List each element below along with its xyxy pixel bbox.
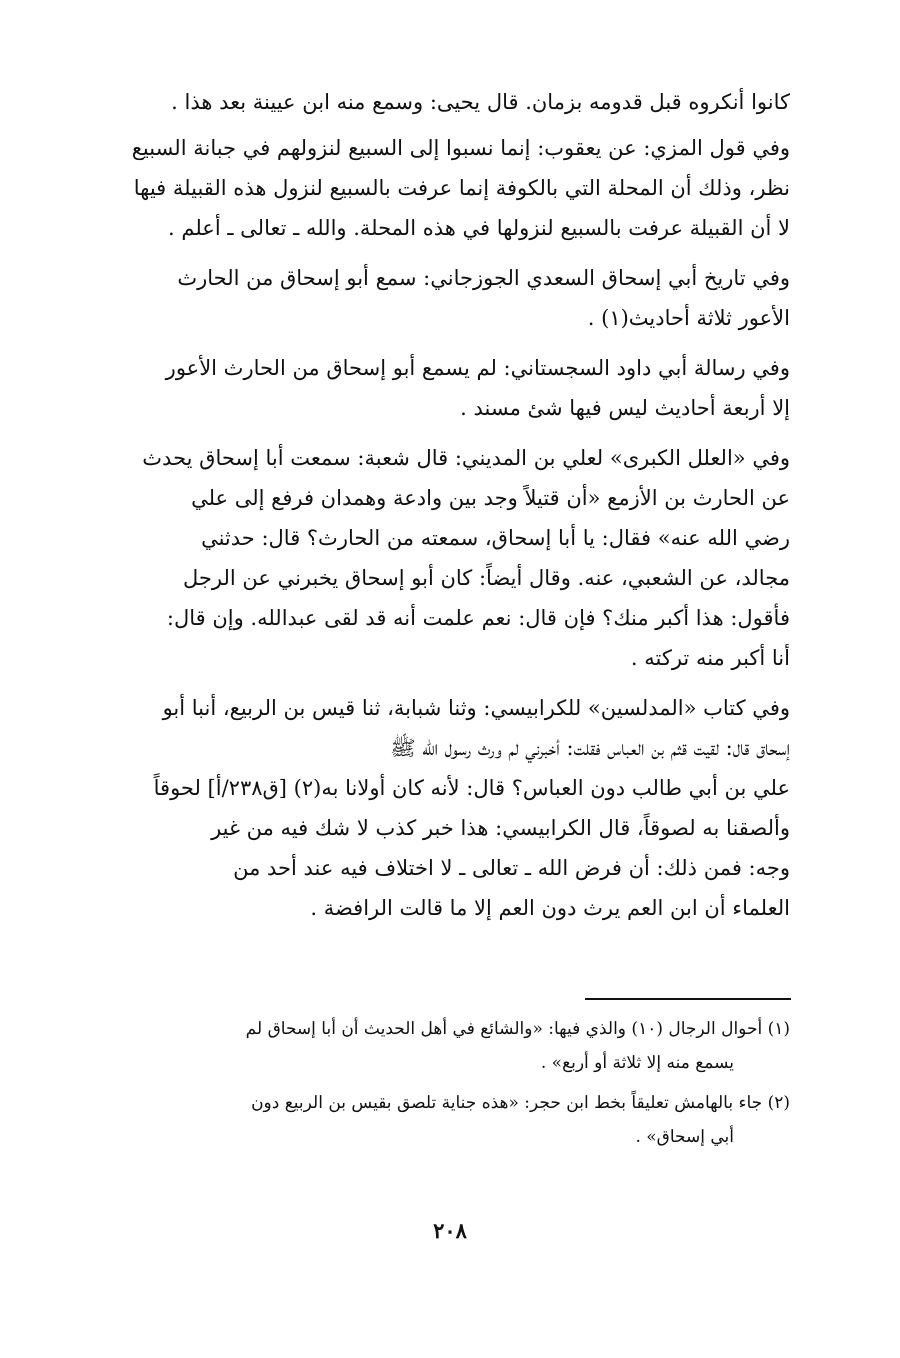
text-line: علي بن أبي طالب دون العباس؟ قال: لأنه كان أولانا به(٢) [ق٢٣٨/أ] لحوقاً [153, 776, 790, 800]
footnotes [90, 1012, 790, 1160]
footnote-2 [90, 1086, 790, 1154]
text-line: إلا أربعة أحاديث ليس فيها شئ مسند . [460, 396, 790, 420]
text-line: نظر، وذلك أن المحلة التي بالكوفة إنما عرفت بالسبيع لنزول هذه القبيلة فيها [133, 176, 790, 200]
footnote-line: يسمع منه إلا ثلاثة أو أربع» . [540, 1053, 734, 1073]
text-line: وفي «العلل الكبرى» لعلي بن المديني: قال شعبة: سمعت أبا إسحاق يحدث [142, 446, 790, 470]
text-line: وفي قول المزي: عن يعقوب: إنما نسبوا إلى السبيع لنزولهم في جبانة السبيع [131, 136, 790, 160]
paragraph-2 [90, 128, 790, 248]
paragraph-1 [90, 82, 790, 122]
text-line: فأقول: هذا أكبر منك؟ فإن قال: نعم علمت أنه قد لقى عبدالله. وإن قال: [166, 606, 790, 630]
footnote-line: (١) أحوال الرجال (١٠) والذي فيها: «والشائع في أهل الحديث أن أبا إسحاق لم [245, 1019, 790, 1039]
paragraph-4 [90, 348, 790, 428]
text-line: العلماء أن ابن العم يرث دون العم إلا ما قالت الرافضة . [310, 896, 790, 920]
text-line: وفي تاريخ أبي إسحاق السعدي الجوزجاني: سمع أبو إسحاق من الحارث [177, 266, 790, 290]
text-line: عن الحارث بن الأزمع «أن قتيلاً وجد بين وادعة وهمدان فرفع إلى علي [191, 486, 790, 510]
main-text [90, 82, 790, 938]
text-line: كانوا أنكروه قبل قدومه بزمان. قال يحيى: وسمع منه ابن عيينة بعد هذا . [171, 90, 790, 114]
text-line: وجه: فمن ذلك: أن فرض الله ـ تعالى ـ لا اختلاف فيه عند أحد من [233, 856, 790, 880]
footnote-line: أبي إسحاق» . [635, 1127, 734, 1147]
text-line: رضي الله عنه» فقال: يا أبا إسحاق، سمعته من الحارث؟ قال: حدثني [201, 526, 790, 550]
page-number: ٢٠٨ [433, 1218, 467, 1243]
text-line: وألصقنا به لصوقاً، قال الكرابيسي: هذا خبر كذب لا شك فيه من غير [211, 816, 790, 840]
text-line: إسحاق قال: لقيت قثم بن العباس فقلت: أخبرني لم ورث رسول الله ﷺ [390, 736, 790, 760]
paragraph-3 [90, 258, 790, 338]
footnote-1 [90, 1012, 790, 1080]
footnote-separator [585, 998, 791, 1000]
footnote-line: (٢) جاء بالهامش تعليقاً بخط ابن حجر: «هذه جناية تلصق بقيس بن الربيع دون [251, 1093, 790, 1113]
text-line: أنا أكبر منه تركته . [630, 646, 790, 670]
paragraph-5 [90, 438, 790, 678]
paragraph-6 [90, 688, 790, 928]
text-line: وفي كتاب «المدلسين» للكرابيسي: وثنا شبابة، ثنا قيس بن الربيع، أنبا أبو [162, 696, 790, 720]
text-line: الأعور ثلاثة أحاديث(١) . [587, 306, 790, 330]
text-line: لا أن القبيلة عرفت بالسبيع لنزولها في هذه المحلة. والله ـ تعالى ـ أعلم . [168, 216, 790, 240]
text-line: مجالد، عن الشعبي، عنه. وقال أيضاً: كان أبو إسحاق يخبرني عن الرجل [183, 566, 790, 590]
text-line: وفي رسالة أبي داود السجستاني: لم يسمع أبو إسحاق من الحارث الأعور [165, 356, 790, 380]
